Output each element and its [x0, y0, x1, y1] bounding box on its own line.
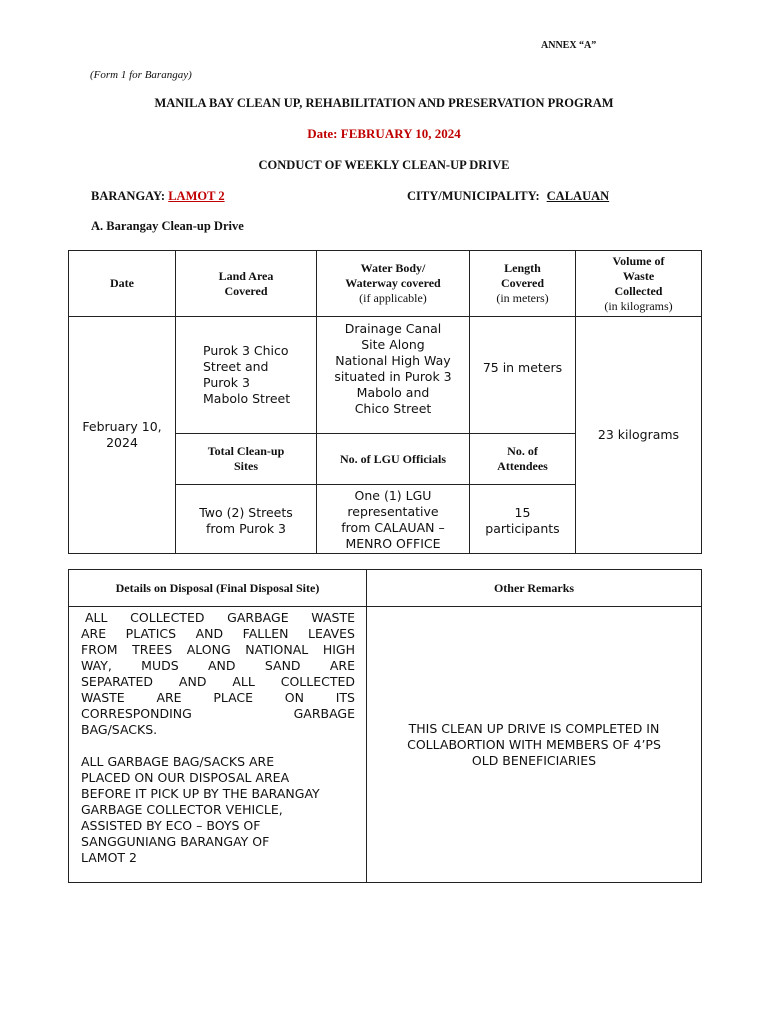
disposal-paragraph-1: ALL COLLECTED GARBAGE WASTE ARE PLATICS AND FALLEN LEAVES FROM TREES ALONG NATIONAL HIGH WAY, MUDS AND SAND ARE SEPARATED AND ALL COLLECTED WASTE ARE PLACE ON ITS CORRESPONDING GARBAGE BAG/SACKS.: [81, 610, 355, 737]
header-land-area: Land Area Covered: [176, 251, 317, 317]
barangay-label: BARANGAY:: [91, 189, 166, 203]
city-value: CALAUAN: [546, 189, 610, 203]
section-heading: A. Barangay Clean-up Drive: [91, 219, 244, 233]
header-water-body: Water Body/ Waterway covered (if applicable): [317, 251, 470, 317]
barangay-line: [91, 189, 225, 204]
header-volume: Volume of Waste Collected (in kilograms): [576, 251, 702, 317]
cell-water-body: Drainage Canal Site Along National High Way situated in Purok 3 Mabolo and Chico Street: [317, 317, 470, 434]
header-date: Date: [69, 251, 176, 317]
cell-attendees: 15 participants: [470, 485, 576, 554]
cell-land-area: Purok 3 Chico Street and Purok 3 Mabolo Street: [176, 317, 317, 434]
city-label: CITY/MUNICIPALITY:: [407, 189, 540, 203]
document-subtitle: CONDUCT OF WEEKLY CLEAN-UP DRIVE: [258, 158, 510, 172]
city-line: [407, 189, 609, 204]
header-lgu-officials: No. of LGU Officials: [317, 434, 470, 485]
form-label: (Form 1 for Barangay): [90, 69, 192, 81]
cell-volume: 23 kilograms: [576, 317, 702, 554]
header-attendees: No. of Attendees: [470, 434, 576, 485]
program-title: MANILA BAY CLEAN UP, REHABILITATION AND PRESERVATION PROGRAM: [154, 96, 614, 110]
header-total-sites: Total Clean-up Sites: [176, 434, 317, 485]
header-disposal: Details on Disposal (Final Disposal Site): [69, 570, 367, 607]
barangay-value: LAMOT 2: [168, 189, 225, 203]
document-date: Date: FEBRUARY 10, 2024: [307, 126, 461, 141]
cell-other-remarks: THIS CLEAN UP DRIVE IS COMPLETED IN COLLABORTION WITH MEMBERS OF 4’PS OLD BENEFICIARIES: [367, 607, 702, 883]
disposal-table: [68, 569, 702, 883]
cell-disposal-details: [69, 607, 367, 883]
cell-length: 75 in meters: [470, 317, 576, 434]
header-remarks: Other Remarks: [367, 570, 702, 607]
cell-total-sites: Two (2) Streets from Purok 3: [176, 485, 317, 554]
cell-date: February 10, 2024: [69, 317, 176, 554]
disposal-paragraph-2: ALL GARBAGE BAG/SACKS ARE PLACED ON OUR DISPOSAL AREA BEFORE IT PICK UP BY THE BARANGAY GARBAGE COLLECTOR VEHICLE, ASSISTED BY ECO – BOYS OF SANGGUNIANG BARANGAY OF LAMOT 2: [81, 754, 320, 865]
header-length: Length Covered (in meters): [470, 251, 576, 317]
cell-lgu-officials: One (1) LGU representative from CALAUAN – MENRO OFFICE: [317, 485, 470, 554]
annex-label: ANNEX “A”: [541, 40, 597, 51]
cleanup-drive-table: [68, 250, 702, 554]
